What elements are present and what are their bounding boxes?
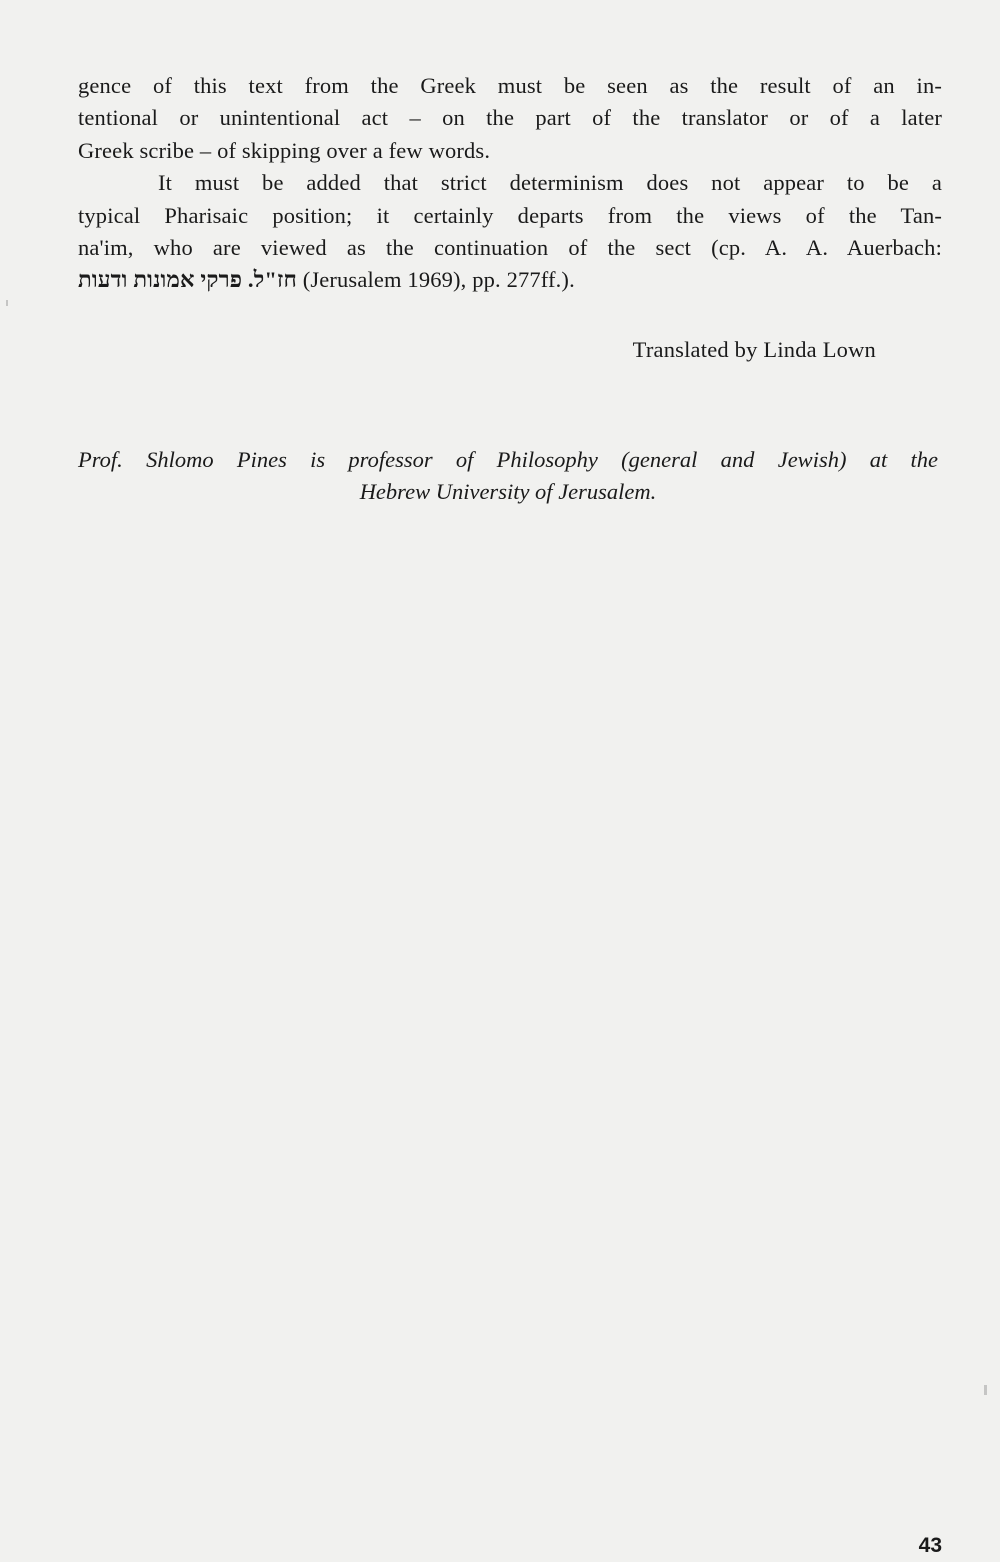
author-bio — [78, 443, 938, 508]
margin-speck — [984, 1385, 987, 1395]
paragraph-1-line-3: Greek scribe – of skipping over a few words. — [78, 137, 491, 163]
paragraph-2-line-3: na'im, who are viewed as the continuation of the sect (cp. A. A. Auerbach: — [78, 234, 942, 260]
translator-credit: Translated by Linda Lown — [632, 337, 876, 362]
margin-speck — [6, 300, 8, 306]
bleed-through-texture — [78, 385, 938, 415]
paragraph-2-line-1: It must be added that strict determinism does not appear to be a — [158, 170, 942, 196]
paragraph-1-line-2: tentional or unintentional act – on the part of the translator or of a later — [78, 105, 942, 131]
paragraph-2-line-4 — [78, 264, 942, 296]
page-number: 43 — [918, 1534, 942, 1557]
author-bio-line-2: Hebrew University of Jerusalem. — [359, 479, 657, 505]
citation-details: (Jerusalem 1969), pp. 277ff.). — [296, 267, 575, 293]
paragraph-2-line-2: typical Pharisaic position; it certainly departs from the views of the Tan- — [78, 202, 942, 228]
body-text — [78, 70, 942, 297]
hebrew-book-title: חז"ל. פרקי אמונות ודעות — [78, 267, 297, 293]
paragraph-1-line-1: gence of this text from the Greek must be seen as the result of an in- — [78, 73, 942, 98]
author-bio-line-1: Prof. Shlomo Pines is professor of Philosophy (general and Jewish) at the — [78, 447, 938, 472]
